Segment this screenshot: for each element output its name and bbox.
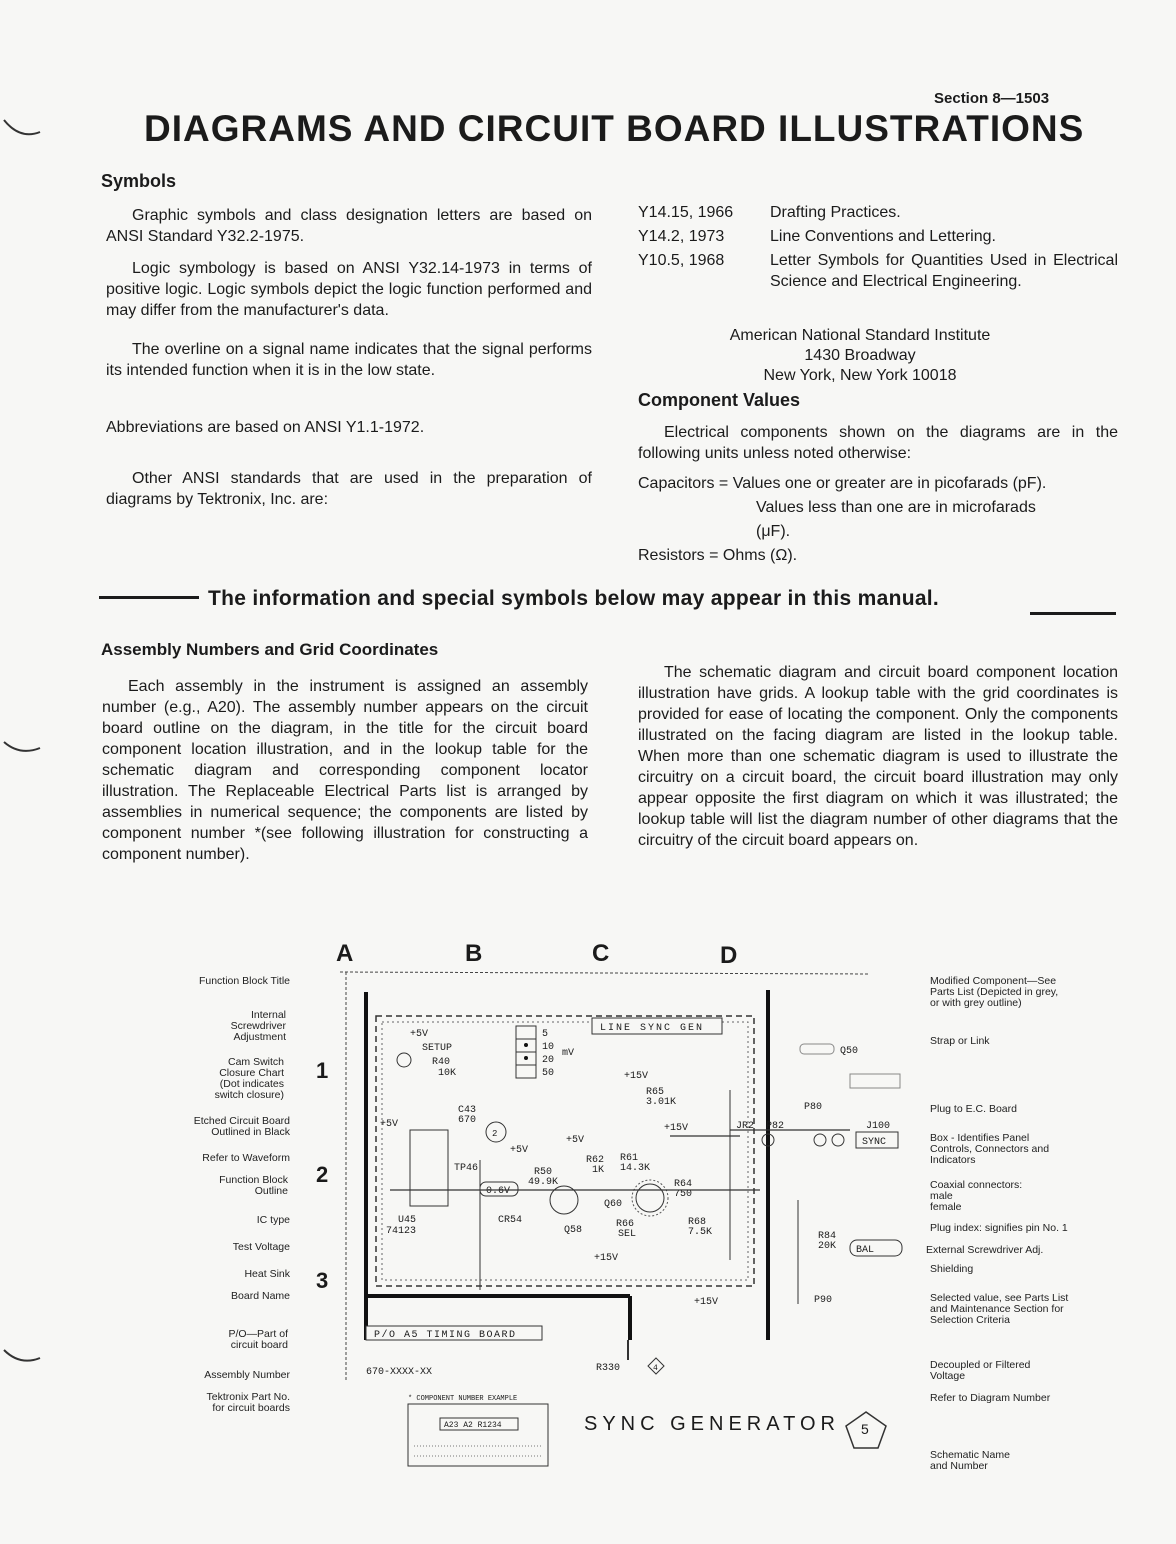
callout-modified-component: Modified Component—See Parts List (Depicted in grey, or with grey outline) [930, 975, 1059, 1009]
c43-label: C43 [458, 1105, 477, 1116]
r62-label: R62 [586, 1155, 605, 1166]
test-voltage-value: 0.6V [486, 1186, 511, 1197]
resistor-units: Resistors = Ohms (Ω). [638, 547, 798, 564]
plus15v-label: +15V [694, 1297, 719, 1308]
symbols-para-1: Graphic symbols and class designation letters are based on ANSI Standard Y32.2-1975. [106, 207, 592, 245]
r84-label: R84 [818, 1231, 837, 1242]
standard-desc: Line Conventions and Lettering. [770, 228, 996, 245]
grid-row-1: 1 [316, 1058, 329, 1083]
banner-text: The information and special symbols below may appear in this manual. [208, 587, 940, 610]
component-values-heading: Component Values [638, 390, 801, 410]
symbols-heading: Symbols [101, 171, 177, 191]
grid-col-C: C [592, 940, 610, 967]
callout-refer-diagram: Refer to Diagram Number [930, 1392, 1051, 1404]
u45-label: U45 [398, 1215, 417, 1226]
grid-line [340, 972, 870, 974]
callout-selected-value: Selected value, see Parts List and Maintenance Section for Selection Criteria [930, 1292, 1069, 1326]
callout-decoupled: Decoupled or Filtered Voltage [930, 1359, 1031, 1382]
callout-function-block-title: Function Block Title [198, 975, 290, 987]
callout-schematic-name: Schematic Name and Number [930, 1449, 1010, 1472]
capacitor-line-3: (μF). [756, 523, 791, 540]
symbols-para-2: Logic symbology is based on ANSI Y32.14-1973 in terms of positive logic. Logic symbols depict the logic function performed and may differ from the manufacturer's data. [106, 260, 592, 319]
cam-val: 20 [542, 1055, 555, 1066]
q50-label: Q50 [840, 1046, 859, 1057]
symbols-para-4: Abbreviations are based on ANSI Y1.1-1972. [106, 419, 425, 436]
cam-val: 5 [542, 1029, 549, 1040]
callout-ic-type: IC type [256, 1214, 290, 1226]
cam-units: mV [562, 1048, 575, 1059]
callout-test-voltage: Test Voltage [232, 1241, 290, 1253]
c43-value: 670 [458, 1115, 477, 1126]
setup-label: SETUP [422, 1043, 453, 1054]
grid-col-D: D [720, 942, 738, 969]
r65-value: 3.01K [646, 1097, 677, 1108]
grid-col-A: A [336, 940, 354, 967]
callout-etched-board: Etched Circuit Board Outlined in Black [193, 1115, 290, 1138]
p80-label: P80 [804, 1102, 823, 1113]
grid-row-3: 3 [316, 1268, 329, 1293]
grid-col-B: B [465, 940, 483, 967]
r330-label: R330 [596, 1363, 621, 1374]
r64-label: R64 [674, 1179, 693, 1190]
standard-desc: Letter Symbols for Quantities Used in Electrical Science and Electrical Engineering. [770, 252, 1118, 290]
callout-waveform: Refer to Waveform [202, 1152, 290, 1164]
institute-address [640, 326, 1080, 386]
callout-plug-board: Plug to E.C. Board [930, 1103, 1017, 1115]
callout-cam-switch: Cam Switch Closure Chart (Dot indicates switch closure) [214, 1056, 284, 1101]
example-schematic [330, 960, 930, 1500]
institute-name: American National Standard Institute [729, 327, 991, 344]
plus15v-label: +15V [594, 1253, 619, 1264]
heat-sink-icon [632, 1180, 668, 1216]
standard-desc: Drafting Practices. [770, 204, 901, 221]
r68-label: R68 [688, 1217, 707, 1228]
board-name-text: P/O A5 TIMING BOARD [374, 1330, 517, 1341]
r68-value: 7.5K [688, 1227, 713, 1238]
example-number: A23 A2 R1234 [444, 1421, 502, 1430]
section-number: Section 8—1503 [934, 90, 1050, 107]
etched-board-outline [366, 992, 630, 1340]
symbols-para-3: The overline on a signal name indicates that the signal performs its intended function when it is in the low state. [106, 341, 592, 379]
schematic-number: 5 [861, 1421, 869, 1437]
svg-text:2: 2 [492, 1129, 498, 1139]
assembly-heading: Assembly Numbers and Grid Coordinates [101, 640, 439, 659]
plus5v-label: +5V [410, 1029, 429, 1040]
u45-type: 74123 [386, 1226, 417, 1237]
capacitor-line-2: Values less than one are in microfarads [756, 499, 1036, 516]
grid-row-2: 2 [316, 1162, 329, 1187]
coax-connector-icon [814, 1134, 826, 1146]
q60-label: Q60 [604, 1199, 623, 1210]
institute-city: New York, New York 10018 [763, 367, 957, 384]
standard-code: Y10.5, 1968 [638, 252, 725, 269]
diagram-ref-number: 4 [653, 1364, 658, 1373]
banner-rule-right [1030, 612, 1116, 615]
example-title: * COMPONENT NUMBER EXAMPLE [408, 1395, 518, 1403]
component-number-example [408, 1404, 548, 1466]
callout-heat-sink: Heat Sink [244, 1268, 290, 1280]
screwdriver-adjust-icon [397, 1053, 411, 1067]
r84-value: 20K [818, 1241, 837, 1252]
ic-u45 [410, 1130, 448, 1206]
bal-label: BAL [856, 1245, 875, 1256]
capacitor-units [638, 472, 1138, 568]
banner-rule-left [99, 596, 199, 599]
callout-part-of: P/O—Part of circuit board [228, 1328, 288, 1351]
callout-internal-screwdriver: Internal Screwdriver Adjustment [230, 1009, 286, 1043]
block-title-text: LINE SYNC GEN [600, 1023, 705, 1034]
plus15v-label: +15V [624, 1071, 649, 1082]
plus5v-label: +5V [510, 1145, 529, 1156]
strap-link-icon [800, 1044, 834, 1054]
r61-value: 14.3K [620, 1163, 651, 1174]
schematic-name: SYNC GENERATOR [584, 1413, 840, 1435]
r40-value: 10K [438, 1068, 457, 1079]
plus5v-label: +5V [566, 1135, 585, 1146]
assembly-right-text: The schematic diagram and circuit board component location illustration have grids. A lookup table with the grid coordinates is provided for ease of locating the component. Only the components illustrated on the facing diagram are listed in the lookup table. When more than one schematic diagram is used to illustrate the circuitry on a circuit board, the circuit board illustration may only appear opposite the first diagram on which it was illustrated; the lookup table will list the diagram number of other diagrams that the circuitry of the circuit board appears on. [638, 664, 1118, 849]
binder-marks [0, 0, 60, 1544]
standard-code: Y14.2, 1973 [638, 228, 725, 245]
r40-label: R40 [432, 1057, 451, 1068]
coax-connector-icon [832, 1134, 844, 1146]
j100-label: J100 [866, 1121, 891, 1132]
callout-function-block-outline: Function Block Outline [219, 1174, 288, 1197]
p82-label: P82 [766, 1121, 785, 1132]
modified-component-box [850, 1074, 900, 1088]
r61-label: R61 [620, 1153, 639, 1164]
callout-shielding: Shielding [930, 1263, 974, 1275]
callout-assembly-number: Assembly Number [204, 1369, 290, 1381]
plus15v-label: +15V [664, 1123, 689, 1134]
page-title: DIAGRAMS AND CIRCUIT BOARD ILLUSTRATIONS [144, 108, 1085, 149]
component-values-intro: Electrical components shown on the diagrams are in the following units unless noted otherwise: [638, 424, 1118, 462]
callout-part-no: Tektronix Part No. for circuit boards [206, 1391, 290, 1414]
assembly-number-text: 670-XXXX-XX [366, 1367, 433, 1378]
callout-plug-index: Plug index: signifies pin No. 1 [930, 1222, 1068, 1234]
standard-code: Y14.15, 1966 [638, 204, 734, 221]
capacitor-line-1: Capacitors = Values one or greater are in picofarads (pF). [638, 475, 1047, 492]
r66-label: R66 [616, 1219, 635, 1230]
cam-val: 50 [542, 1068, 555, 1079]
r50-label: R50 [534, 1167, 553, 1178]
callout-board-name: Board Name [231, 1290, 290, 1302]
r62-value: 1K [592, 1165, 605, 1176]
transistor-q60 [636, 1184, 664, 1212]
callout-coaxial: Coaxial connectors: male female [930, 1179, 1023, 1213]
r50-value: 49.9K [528, 1177, 559, 1188]
cam-val: 10 [542, 1042, 555, 1053]
institute-street: 1430 Broadway [804, 347, 916, 364]
tp46-label: TP46 [454, 1163, 479, 1174]
plus5v-label: +5V [380, 1119, 399, 1130]
q58-label: Q58 [564, 1225, 583, 1236]
callout-external-screwdriver: External Screwdriver Adj. [926, 1244, 1044, 1256]
r64-value: 750 [674, 1189, 693, 1200]
assembly-left-text: Each assembly in the instrument is assigned an assembly number (e.g., A20). The assembly number appears on the circuit board outline on the diagram, in the title for the circuit board component location illustration, and in the lookup table for the schematic diagram and corresponding component locator illustration. The Replaceable Electrical Parts list is arranged by assemblies in numerical sequence; the components are listed by component number *(see following illustration for constructing a component number). [102, 678, 588, 863]
r65-label: R65 [646, 1087, 665, 1098]
jr2-label: JR2 [736, 1121, 755, 1132]
r66-value: SEL [618, 1229, 637, 1240]
callout-strap-link: Strap or Link [930, 1035, 990, 1047]
p90-label: P90 [814, 1295, 833, 1306]
cr54-label: CR54 [498, 1215, 523, 1226]
sync-label: SYNC [862, 1137, 887, 1148]
callout-box: Box - Identifies Panel Controls, Connectors and Indicators [930, 1132, 1050, 1166]
symbols-para-5: Other ANSI standards that are used in the preparation of diagrams by Tektronix, Inc. are: [106, 470, 592, 508]
